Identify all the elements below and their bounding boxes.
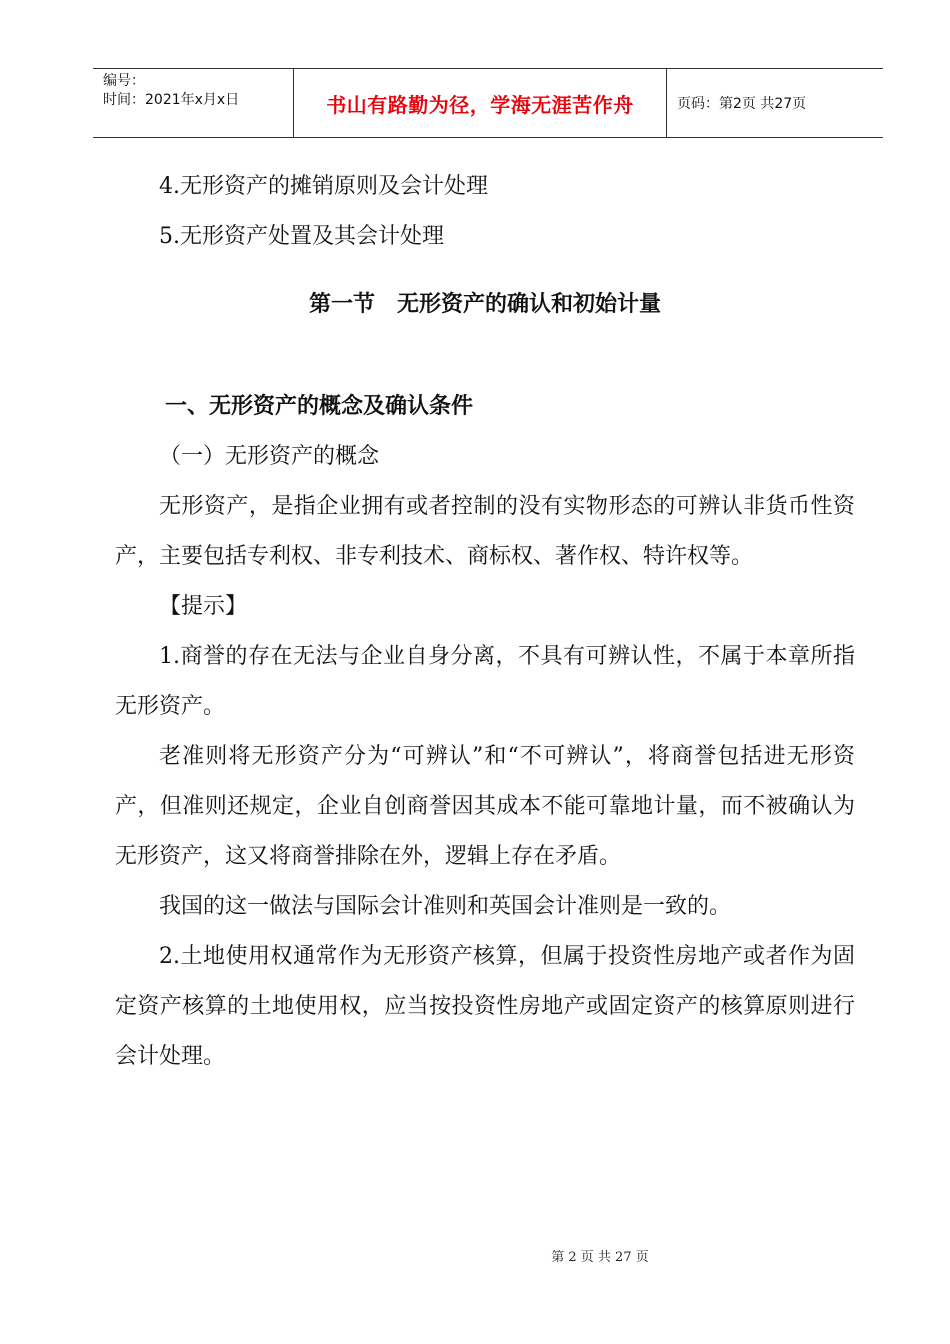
- paragraph: 2.土地使用权通常作为无形资产核算，但属于投资性房地产或者作为固定资产核算的土地使用权，应当按投资性房地产或固定资产的核算原则进行会计处理。: [115, 944, 855, 1069]
- header-meta: [93, 69, 294, 137]
- tip-label: 【提示】: [159, 594, 248, 619]
- paragraph: 我国的这一做法与国际会计准则和英国会计准则是一致的。: [159, 894, 732, 919]
- list-item: 4.无形资产的摊销原则及会计处理: [159, 174, 488, 199]
- paragraph: 无形资产，是指企业拥有或者控制的没有实物形态的可辨认非货币性资产，主要包括专利权、非专利技术、商标权、著作权、特许权等。: [115, 494, 855, 569]
- header-motto: 书山有路勤为径，学海无涯苦作舟: [294, 69, 667, 137]
- time-label: 时间：2021年x月x日: [103, 92, 240, 108]
- heading-1: 一、无形资产的概念及确认条件: [165, 394, 474, 419]
- header-table: [93, 68, 883, 138]
- paragraph: 1.商誉的存在无法与企业自身分离，不具有可辨认性，不属于本章所指无形资产。: [115, 644, 855, 719]
- document-body: [115, 162, 855, 1082]
- number-label: 编号：: [103, 73, 145, 89]
- page-footer: 第 2 页 共 27 页: [551, 1250, 649, 1265]
- list-item: 5.无形资产处置及其会计处理: [159, 224, 444, 249]
- subheading: （一）无形资产的概念: [159, 444, 380, 469]
- section-title: 第一节 无形资产的确认和初始计量: [308, 292, 661, 317]
- paragraph: 老准则将无形资产分为“可辨认”和“不可辨认”，将商誉包括进无形资产，但准则还规定，企业自创商誉因其成本不能可靠地计量，而不被确认为无形资产，这又将商誉排除在外，逻辑上存在矛盾。: [115, 744, 855, 869]
- header-page-info: 页码：第2页 共27页: [677, 96, 807, 112]
